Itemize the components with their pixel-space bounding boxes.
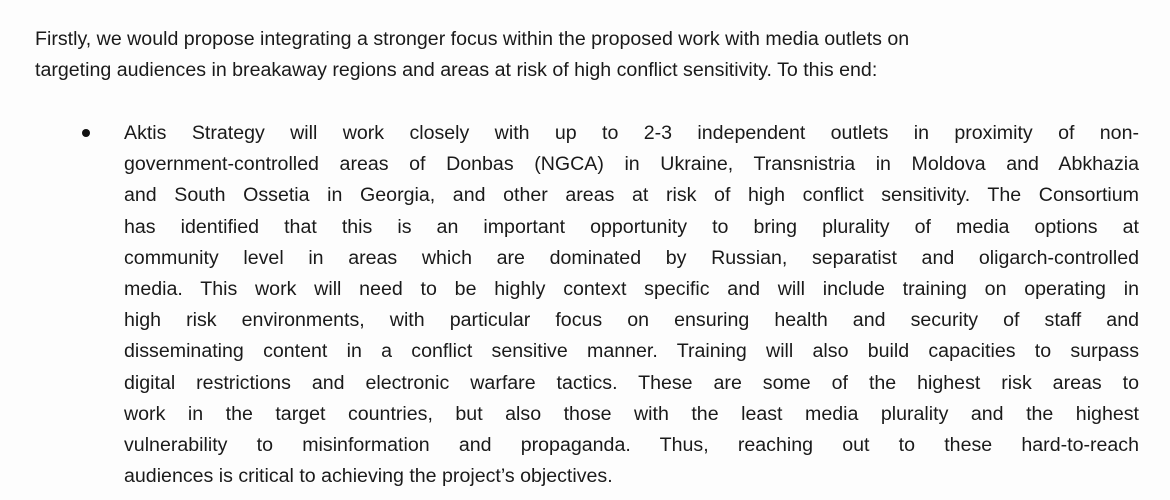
bullet-line: high risk environments, with particular focus on ensuring health and security of staff and <box>124 309 1139 332</box>
bullet-line: work in the target countries, but also those with the least media plurality and the highest <box>124 402 1139 425</box>
bullet-line: Aktis Strategy will work closely with up to 2-3 independent outlets in proximity of non- <box>124 122 1139 144</box>
bullet-paragraph <box>124 118 1139 492</box>
bullet-icon <box>82 129 90 137</box>
bullet-line: government-controlled areas of Donbas (NGCA) in Ukraine, Transnistria in Moldova and Abkhazia <box>124 153 1139 176</box>
bullet-line: disseminating content in a conflict sensitive manner. Training will also build capacities to surpass <box>124 340 1139 363</box>
bullet-line: vulnerability to misinformation and propaganda. Thus, reaching out to these hard-to-reach <box>124 434 1139 457</box>
bullet-line: media. This work will need to be highly context specific and will include training on operating in <box>124 278 1139 301</box>
bullet-line: has identified that this is an important opportunity to bring plurality of media options at <box>124 215 1139 238</box>
intro-line: Firstly, we would propose integrating a stronger focus within the proposed work with media outlets on <box>35 28 910 50</box>
intro-line: targeting audiences in breakaway regions and areas at risk of high conflict sensitivity. To this end: <box>35 59 878 81</box>
bullet-line: and South Ossetia in Georgia, and other areas at risk of high conflict sensitivity. The Consortium <box>124 184 1139 207</box>
bullet-line: audiences is critical to achieving the project’s objectives. <box>124 465 613 488</box>
bullet-line: community level in areas which are dominated by Russian, separatist and oligarch-controlled <box>124 246 1139 269</box>
bullet-line: digital restrictions and electronic warfare tactics. These are some of the highest risk areas to <box>124 371 1139 394</box>
intro-paragraph <box>35 24 1137 86</box>
